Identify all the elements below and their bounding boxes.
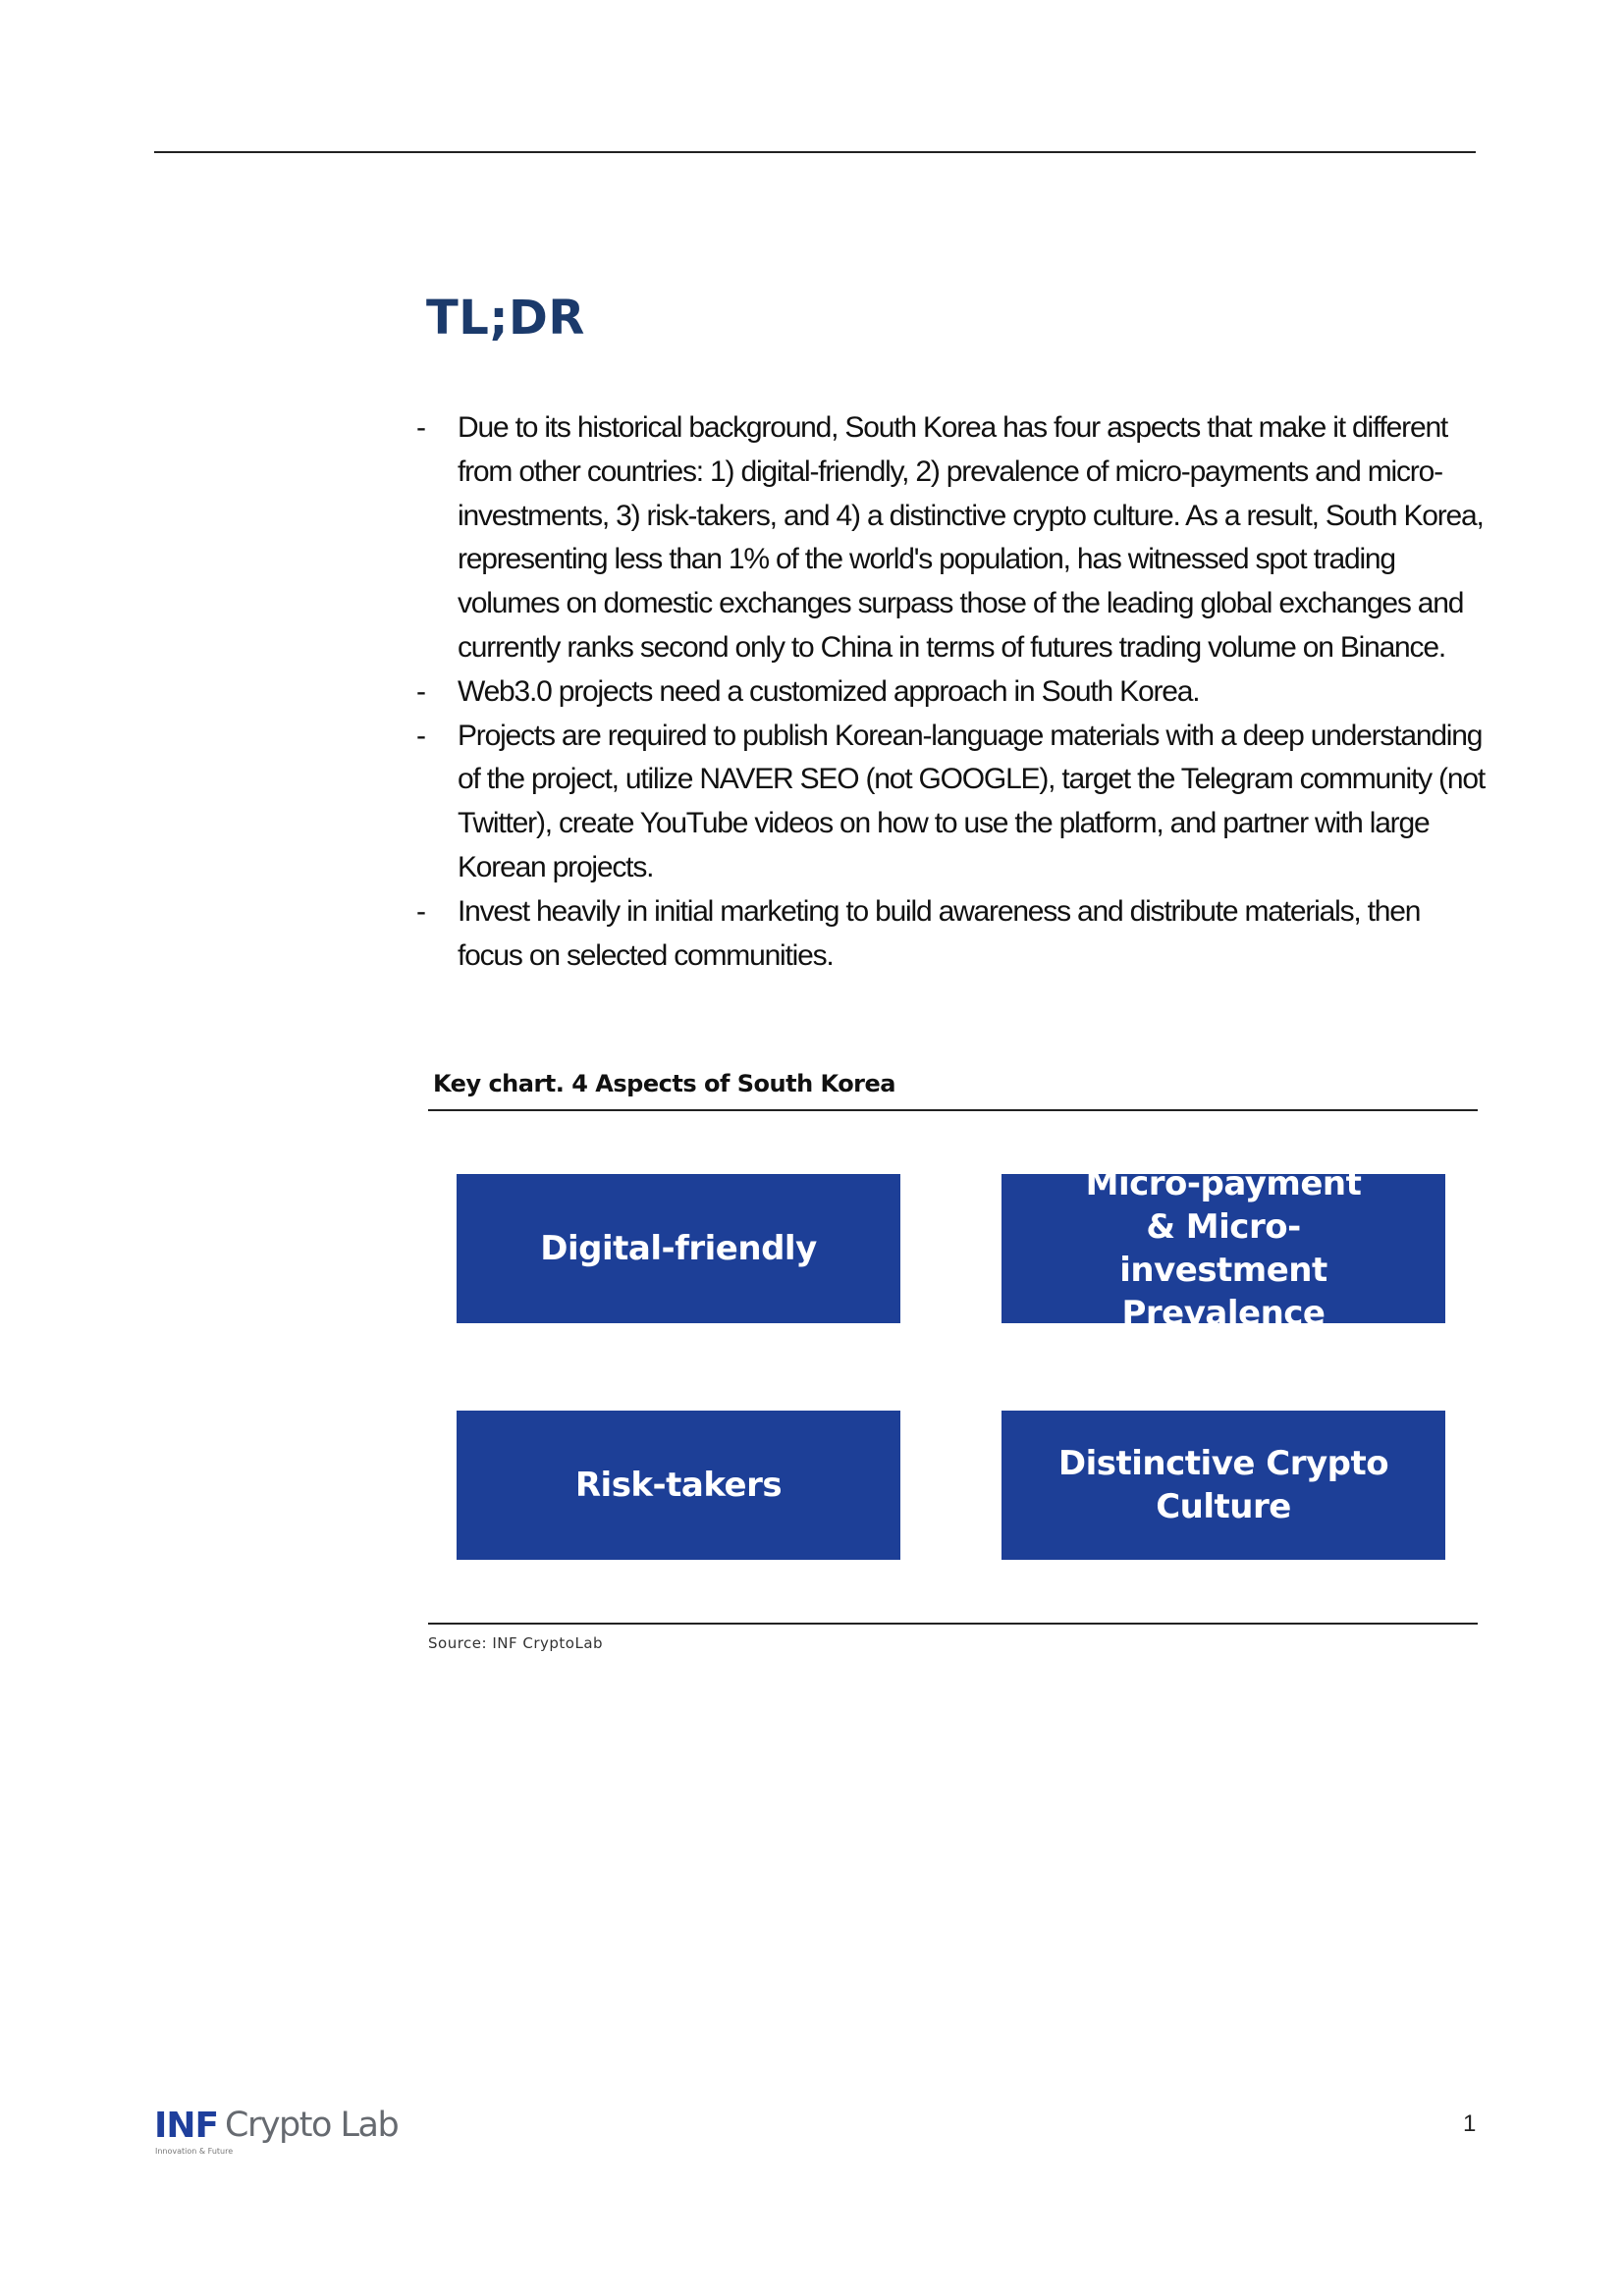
logo-name: Crypto Lab <box>225 2106 399 2145</box>
aspect-box-risk-takers <box>457 1411 900 1560</box>
aspect-label: Distinctive Crypto Culture <box>1057 1444 1389 1526</box>
aspect-box-digital-friendly <box>457 1174 900 1323</box>
bullet-dash: - <box>416 674 425 708</box>
aspect-label: Micro-payment & Micro-investment Prevalence <box>1085 1164 1362 1333</box>
logo-tagline: Innovation & Future <box>155 2147 234 2156</box>
aspect-label: Risk-takers <box>574 1466 783 1505</box>
bullet-dash: - <box>416 719 425 752</box>
bullet-item <box>416 406 1487 670</box>
aspect-box-micro-payment <box>1001 1164 1445 1333</box>
bullet-text: Projects are required to publish Korean-language materials with a deep understanding of the project, utilize NAVER SEO (not GOOGLE), target the Telegram community (not Twitter), create YouTube videos on how to use the platform, and partner with large Korean projects. <box>458 719 1485 883</box>
tldr-bullet-list <box>416 406 1487 978</box>
bullet-text: Invest heavily in initial marketing to build awareness and distribute materials, then focus on selected communities. <box>458 894 1421 972</box>
bullet-dash: - <box>416 411 425 444</box>
logo-brand: INF <box>154 2106 219 2146</box>
inf-cryptolab-logo <box>154 2106 400 2155</box>
bullet-text: Due to its historical background, South Korea has four aspects that make it different from other countries: 1) digital-friendly, 2) prevalence of micro-payments and micro-investments, 3) risk-takers, and 4) a distinctive crypto culture. As a result, South Korea, representing less than 1% of the world's population, has witnessed spot trading volumes on domestic exchanges surpass those of the leading global exchanges and currently ranks second only to China in terms of futures trading volume on Binance. <box>458 411 1484 664</box>
bullet-dash: - <box>416 894 425 928</box>
chart-source: Source: INF CryptoLab <box>428 1634 604 1652</box>
page-title: TL;DR <box>426 291 585 346</box>
bullet-item <box>416 715 1487 890</box>
chart-bottom-rule <box>428 1623 1478 1625</box>
aspect-label: Digital-friendly <box>540 1229 817 1268</box>
bullet-item <box>416 890 1487 979</box>
bullet-text: Web3.0 projects need a customized approach in South Korea. <box>458 674 1200 708</box>
page-number: 1 <box>1463 2110 1477 2137</box>
bullet-item <box>416 670 1487 715</box>
header-rule <box>154 151 1476 153</box>
key-chart-caption: Key chart. 4 Aspects of South Korea <box>433 1070 895 1097</box>
chart-top-rule <box>428 1109 1478 1111</box>
aspect-box-crypto-culture <box>1001 1411 1445 1560</box>
